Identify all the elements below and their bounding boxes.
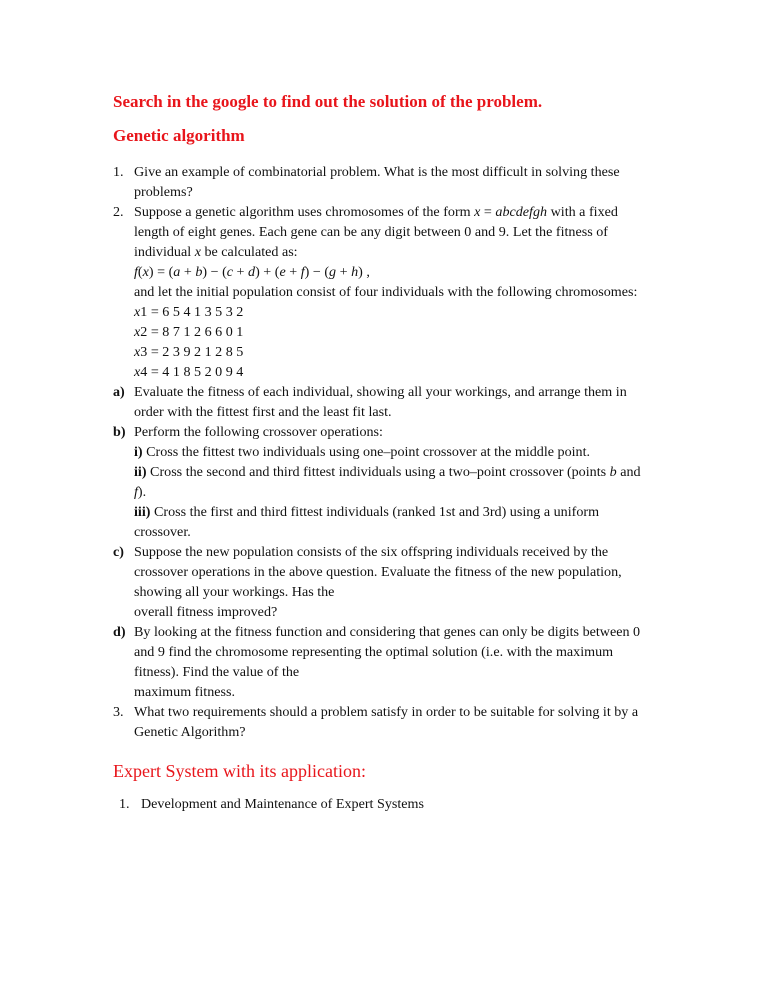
question-text-line: Genetic Algorithm? (134, 724, 246, 740)
question-text-line: crossover operations in the above question. Evaluate the fitness of the new population, (134, 564, 622, 580)
question-list (0, 162, 768, 742)
question-2 (0, 202, 768, 382)
crossover-ii-cont: f). (134, 484, 147, 500)
question-number: a) (113, 384, 125, 400)
genetic-algorithm-heading: Genetic algorithm (113, 126, 245, 145)
question-text-line: Perform the following crossover operations: (134, 424, 383, 440)
question-text-line: and 9 find the chromosome representing the optimal solution (i.e. with the maximum (134, 644, 614, 660)
question-number: 3. (113, 704, 124, 720)
list-number: 1. (119, 796, 130, 812)
question-text-line: length of eight genes. Each gene can be any digit between 0 and 9. Let the fitness of (134, 224, 608, 240)
question-text-line: What two requirements should a problem satisfy in order to be suitable for solving it by a (134, 704, 639, 720)
question-text-line: overall fitness improved? (134, 604, 278, 620)
question-number: 2. (113, 204, 124, 220)
question-a (0, 382, 768, 422)
question-number: c) (113, 544, 124, 560)
question-text-line: showing all your workings. Has the (134, 584, 335, 600)
chromosome-line: x3 = 2 3 9 2 1 2 8 5 (134, 344, 244, 360)
crossover-iii: iii) Cross the first and third fittest individuals (ranked 1st and 3rd) using a uniform (134, 504, 600, 520)
question-text-line: and let the initial population consist of four individuals with the following chromosomes: (134, 284, 638, 300)
question-text-line: order with the fittest first and the least fit last. (134, 404, 392, 420)
question-text-line: maximum fitness. (134, 684, 235, 700)
question-d (0, 622, 768, 702)
expert-system-item-1 (0, 794, 768, 814)
instruction-heading: Search in the google to find out the solution of the problem. (113, 92, 543, 111)
question-3 (0, 702, 768, 742)
question-text-line: fitness). Find the value of the (134, 664, 300, 680)
question-number: 1. (113, 164, 124, 180)
crossover-i: i) Cross the fittest two individuals using one–point crossover at the middle point. (134, 444, 591, 460)
question-1 (0, 162, 768, 202)
crossover-ii: ii) Cross the second and third fittest individuals using a two–point crossover (points b and (134, 464, 641, 480)
question-b (0, 422, 768, 542)
expert-system-heading: Expert System with its application: (113, 761, 366, 781)
crossover-iii-cont: crossover. (134, 524, 191, 540)
question-text-line: Evaluate the fitness of each individual, showing all your workings, and arrange them in (134, 384, 627, 400)
chromosome-line: x2 = 8 7 1 2 6 6 0 1 (134, 324, 244, 340)
question-text-line: problems? (134, 184, 193, 200)
question-text-line: By looking at the fitness function and considering that genes can only be digits between 0 (134, 624, 641, 640)
chromosome-line: x1 = 6 5 4 1 3 5 3 2 (134, 304, 244, 320)
question-c (0, 542, 768, 622)
question-text-line: Give an example of combinatorial problem. What is the most difficult in solving these (134, 164, 620, 180)
question-number: d) (113, 624, 126, 640)
question-text-line: individual x be calculated as: (134, 244, 298, 260)
question-text-line: Suppose the new population consists of the six offspring individuals received by the (134, 544, 609, 560)
chromosome-line: x4 = 4 1 8 5 2 0 9 4 (134, 364, 244, 380)
fitness-formula: f(x) = (a + b) − (c + d) + (e + f) − (g + h) , (134, 264, 370, 280)
expert-system-list (0, 794, 768, 814)
question-number: b) (113, 424, 126, 440)
list-item-text: Development and Maintenance of Expert Systems (141, 796, 424, 812)
question-text-line: Suppose a genetic algorithm uses chromosomes of the form x = abcdefgh with a fixed (134, 204, 618, 220)
